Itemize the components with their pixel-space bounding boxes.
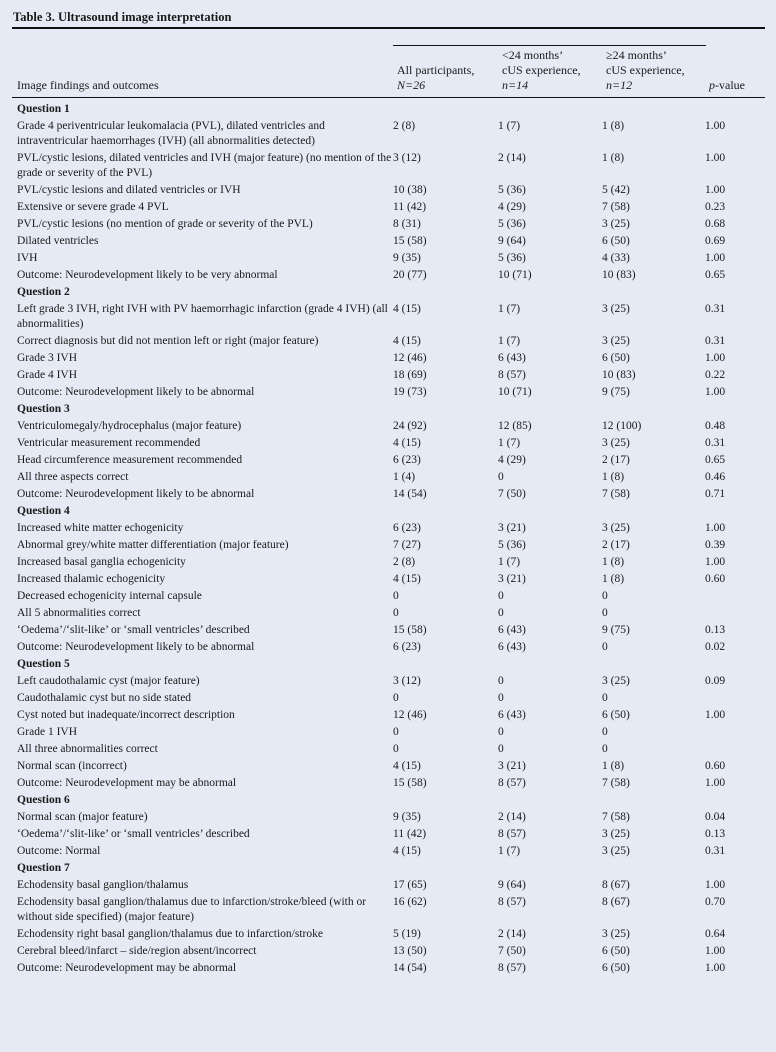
over-24-cell: 0 (602, 590, 608, 602)
over-24-cell: 3 (25) (602, 303, 630, 315)
p-value-cell: 1.00 (705, 709, 726, 721)
table-row (12, 961, 765, 978)
under-24-cell: 1 (7) (498, 845, 521, 857)
finding-cell: PVL/cystic lesions (no mention of grade or severity of the PVL) (17, 218, 313, 230)
over-24-cell: 1 (8) (602, 760, 625, 772)
over-24-cell: 3 (25) (602, 845, 630, 857)
section-header-row (12, 402, 765, 419)
under-24-cell: 2 (14) (498, 152, 526, 164)
over-24-cell: 0 (602, 692, 608, 704)
all-participants-cell: 0 (393, 726, 399, 738)
table-row (12, 351, 765, 368)
finding-cell: Normal scan (major feature) (17, 811, 148, 823)
finding-cell: Left grade 3 IVH, right IVH with PV haemorrhagic infarction (grade 4 IVH) (all abnormalities) (17, 303, 388, 330)
finding-cell: Grade 4 periventricular leukomalacia (PVL), dilated ventricles and intraventricular haemorrhages (IVH) (all abnormalities detected) (17, 120, 325, 147)
all-participants-cell: 10 (38) (393, 184, 427, 196)
finding-cell: Outcome: Neurodevelopment likely to be abnormal (17, 641, 255, 653)
over-24-cell: 3 (25) (602, 218, 630, 230)
under-24-cell: 9 (64) (498, 235, 526, 247)
p-value-cell: 0.48 (705, 420, 726, 432)
p-value-cell (705, 691, 765, 708)
finding-cell: Increased thalamic echogenicity (17, 573, 166, 585)
all-participants-cell: 15 (58) (393, 235, 427, 247)
finding-cell: Echodensity right basal ganglion/thalamus due to infarction/stroke (17, 928, 323, 940)
all-participants-cell: 4 (15) (393, 573, 421, 585)
section-label: Question 6 (17, 794, 70, 806)
under-24-cell: 0 (498, 675, 504, 687)
table-row (12, 827, 765, 844)
section-label: Question 1 (17, 103, 70, 115)
finding-cell: All three aspects correct (17, 471, 129, 483)
header-all-l1: All participants, (397, 63, 475, 77)
under-24-cell: 8 (57) (498, 369, 526, 381)
p-value-cell: 1.00 (705, 352, 726, 364)
title-rule (12, 27, 765, 29)
all-participants-cell: 6 (23) (393, 641, 421, 653)
over-24-cell: 2 (17) (602, 454, 630, 466)
under-24-cell: 0 (498, 743, 504, 755)
over-24-cell: 0 (602, 743, 608, 755)
section-header-row (12, 861, 765, 878)
p-value-cell: 0.39 (705, 539, 726, 551)
finding-cell: IVH (17, 252, 38, 264)
all-participants-cell: 4 (15) (393, 335, 421, 347)
results-table (12, 102, 765, 978)
p-value-cell: 0.31 (705, 335, 726, 347)
finding-cell: Left caudothalamic cyst (major feature) (17, 675, 200, 687)
under-24-cell: 1 (7) (498, 303, 521, 315)
finding-cell: Outcome: Neurodevelopment may be abnormal (17, 777, 237, 789)
all-participants-cell: 6 (23) (393, 454, 421, 466)
table-row (12, 368, 765, 385)
table-row (12, 691, 765, 708)
p-value-cell: 0.13 (705, 828, 726, 840)
table-row (12, 385, 765, 402)
p-value-cell: 1.00 (705, 945, 726, 957)
all-participants-cell: 12 (46) (393, 352, 427, 364)
p-value-cell: 0.31 (705, 303, 726, 315)
header-over-l0: ≥24 months’ (606, 48, 667, 62)
p-value-cell: 0.65 (705, 269, 726, 281)
all-participants-cell: 14 (54) (393, 488, 427, 500)
over-24-cell: 7 (58) (602, 811, 630, 823)
header-under-l0: <24 months’ (502, 48, 564, 62)
all-participants-cell: 16 (62) (393, 896, 427, 908)
p-value-cell: 0.04 (705, 811, 726, 823)
under-24-cell: 1 (7) (498, 120, 521, 132)
finding-cell: Caudothalamic cyst but no side stated (17, 692, 192, 704)
finding-cell: Cerebral bleed/infarct – side/region absent/incorrect (17, 945, 257, 957)
over-24-cell: 6 (50) (602, 235, 630, 247)
under-24-cell: 10 (71) (498, 269, 532, 281)
under-24-cell: 6 (43) (498, 624, 526, 636)
under-24-cell: 2 (14) (498, 928, 526, 940)
p-value-cell: 1.00 (705, 777, 726, 789)
table-row (12, 895, 765, 927)
p-value-cell: 0.60 (705, 573, 726, 585)
finding-cell: Ventriculomegaly/hydrocephalus (major feature) (17, 420, 242, 432)
over-24-cell: 1 (8) (602, 120, 625, 132)
p-value-cell (705, 589, 765, 606)
finding-cell: Echodensity basal ganglion/thalamus (17, 879, 189, 891)
table-row (12, 927, 765, 944)
p-value-cell: 1.00 (705, 184, 726, 196)
p-value-cell: 1.00 (705, 522, 726, 534)
finding-cell: Outcome: Neurodevelopment likely to be very abnormal (17, 269, 278, 281)
table-row (12, 183, 765, 200)
finding-cell: Outcome: Neurodevelopment likely to be abnormal (17, 488, 255, 500)
under-24-cell: 8 (57) (498, 828, 526, 840)
section-label: Question 3 (17, 403, 70, 415)
over-24-cell: 6 (50) (602, 962, 630, 974)
section-header-row (12, 793, 765, 810)
finding-cell: Echodensity basal ganglion/thalamus due to infarction/stroke/bleed (with or without side specified) (major feature) (17, 896, 367, 923)
over-24-cell: 1 (8) (602, 573, 625, 585)
under-24-cell: 5 (36) (498, 539, 526, 551)
p-value-cell: 0.68 (705, 218, 726, 230)
under-24-cell: 0 (498, 692, 504, 704)
p-value-cell: 0.09 (705, 675, 726, 687)
all-participants-cell: 2 (8) (393, 120, 416, 132)
all-participants-cell: 19 (73) (393, 386, 427, 398)
over-24-cell: 3 (25) (602, 335, 630, 347)
all-participants-cell: 0 (393, 607, 399, 619)
under-24-cell: 1 (7) (498, 556, 521, 568)
section-header-row (12, 102, 765, 119)
table-row (12, 606, 765, 623)
under-24-cell: 0 (498, 726, 504, 738)
over-24-cell: 6 (50) (602, 352, 630, 364)
all-participants-cell: 11 (42) (393, 828, 427, 840)
over-24-cell: 5 (42) (602, 184, 630, 196)
p-value-cell: 0.02 (705, 641, 726, 653)
over-24-cell: 9 (75) (602, 386, 630, 398)
finding-cell: PVL/cystic lesions, dilated ventricles and IVH (major feature) (no mention of the grade or severity of the PVL) (17, 152, 392, 179)
under-24-cell: 4 (29) (498, 201, 526, 213)
finding-cell: Grade 1 IVH (17, 726, 78, 738)
under-24-cell: 9 (64) (498, 879, 526, 891)
under-24-cell: 7 (50) (498, 488, 526, 500)
table-row (12, 234, 765, 251)
table-row (12, 572, 765, 589)
p-value-cell: 1.00 (705, 252, 726, 264)
under-24-cell: 3 (21) (498, 573, 526, 585)
under-24-cell: 6 (43) (498, 352, 526, 364)
table-row (12, 759, 765, 776)
section-header-row (12, 504, 765, 521)
p-value-cell: 0.31 (705, 437, 726, 449)
finding-cell: Ventricular measurement recommended (17, 437, 201, 449)
under-24-cell: 5 (36) (498, 218, 526, 230)
all-participants-cell: 9 (35) (393, 252, 421, 264)
over-24-cell: 0 (602, 641, 608, 653)
p-value-cell: 0.13 (705, 624, 726, 636)
all-participants-cell: 4 (15) (393, 437, 421, 449)
table-row (12, 640, 765, 657)
section-label: Question 4 (17, 505, 70, 517)
over-24-cell: 1 (8) (602, 471, 625, 483)
column-group-rule (393, 45, 706, 46)
under-24-cell: 5 (36) (498, 184, 526, 196)
table-row (12, 251, 765, 268)
table-row (12, 844, 765, 861)
over-24-cell: 3 (25) (602, 828, 630, 840)
under-24-cell: 2 (14) (498, 811, 526, 823)
all-participants-cell: 24 (92) (393, 420, 427, 432)
under-24-cell: 6 (43) (498, 709, 526, 721)
over-24-cell: 1 (8) (602, 556, 625, 568)
p-value-cell: 1.00 (705, 879, 726, 891)
finding-cell: All 5 abnormalities correct (17, 607, 141, 619)
finding-cell: Grade 4 IVH (17, 369, 78, 381)
finding-cell: Normal scan (incorrect) (17, 760, 127, 772)
table-row (12, 200, 765, 217)
finding-cell: Decreased echogenicity internal capsule (17, 590, 202, 602)
p-value-cell (705, 742, 765, 759)
over-24-cell: 8 (67) (602, 896, 630, 908)
finding-cell: Outcome: Neurodevelopment may be abnormal (17, 962, 237, 974)
under-24-cell: 7 (50) (498, 945, 526, 957)
table-row (12, 419, 765, 436)
header-under-l1: cUS experience, (502, 63, 581, 77)
under-24-cell: 0 (498, 471, 504, 483)
under-24-cell: 10 (71) (498, 386, 532, 398)
p-value-cell: 0.31 (705, 845, 726, 857)
table-row (12, 302, 765, 334)
finding-cell: Increased white matter echogenicity (17, 522, 184, 534)
table-row (12, 151, 765, 183)
table-row (12, 521, 765, 538)
all-participants-cell: 0 (393, 590, 399, 602)
all-participants-cell: 1 (4) (393, 471, 416, 483)
all-participants-cell: 12 (46) (393, 709, 427, 721)
p-value-cell: 1.00 (705, 120, 726, 132)
p-value-cell: 1.00 (705, 962, 726, 974)
all-participants-cell: 2 (8) (393, 556, 416, 568)
section-label: Question 5 (17, 658, 70, 670)
all-participants-cell: 4 (15) (393, 760, 421, 772)
under-24-cell: 0 (498, 590, 504, 602)
all-participants-cell: 0 (393, 743, 399, 755)
under-24-cell: 1 (7) (498, 437, 521, 449)
table-row (12, 268, 765, 285)
all-participants-cell: 5 (19) (393, 928, 421, 940)
all-participants-cell: 15 (58) (393, 777, 427, 789)
header-all-l2: N=26 (397, 78, 426, 92)
finding-cell: All three abnormalities correct (17, 743, 158, 755)
table-row (12, 334, 765, 351)
table-row (12, 436, 765, 453)
under-24-cell: 4 (29) (498, 454, 526, 466)
all-participants-cell: 4 (15) (393, 303, 421, 315)
all-participants-cell: 14 (54) (393, 962, 427, 974)
under-24-cell: 5 (36) (498, 252, 526, 264)
header-over-24 (606, 48, 685, 93)
table-row (12, 776, 765, 793)
header-all-participants (397, 63, 474, 93)
table-row (12, 487, 765, 504)
under-24-cell: 6 (43) (498, 641, 526, 653)
over-24-cell: 0 (602, 607, 608, 619)
over-24-cell: 0 (602, 726, 608, 738)
table-row (12, 217, 765, 234)
finding-cell: Dilated ventricles (17, 235, 99, 247)
over-24-cell: 6 (50) (602, 709, 630, 721)
header-over-l1: cUS experience, (606, 63, 685, 77)
all-participants-cell: 0 (393, 692, 399, 704)
finding-cell: Abnormal grey/white matter differentiation (major feature) (17, 539, 289, 551)
table-row (12, 708, 765, 725)
table-row (12, 119, 765, 151)
p-value-cell (705, 725, 765, 742)
over-24-cell: 3 (25) (602, 928, 630, 940)
under-24-cell: 8 (57) (498, 962, 526, 974)
all-participants-cell: 11 (42) (393, 201, 427, 213)
table-row (12, 538, 765, 555)
p-value-cell: 0.70 (705, 896, 726, 908)
table-row (12, 810, 765, 827)
section-label: Question 7 (17, 862, 70, 874)
p-value-cell: 1.00 (705, 386, 726, 398)
under-24-cell: 12 (85) (498, 420, 532, 432)
p-value-cell: 1.00 (705, 152, 726, 164)
over-24-cell: 12 (100) (602, 420, 642, 432)
p-value-cell: 0.46 (705, 471, 726, 483)
p-value-cell (705, 606, 765, 623)
finding-cell: PVL/cystic lesions and dilated ventricles or IVH (17, 184, 241, 196)
table-row (12, 470, 765, 487)
under-24-cell: 8 (57) (498, 896, 526, 908)
all-participants-cell: 4 (15) (393, 845, 421, 857)
section-label: Question 2 (17, 286, 70, 298)
p-value-cell: 0.64 (705, 928, 726, 940)
all-participants-cell: 7 (27) (393, 539, 421, 551)
finding-cell: Correct diagnosis but did not mention left or right (major feature) (17, 335, 319, 347)
finding-cell: Outcome: Neurodevelopment likely to be abnormal (17, 386, 255, 398)
header-under-l2: n=14 (502, 78, 529, 92)
all-participants-cell: 18 (69) (393, 369, 427, 381)
table-row (12, 674, 765, 691)
over-24-cell: 3 (25) (602, 437, 630, 449)
all-participants-cell: 20 (77) (393, 269, 427, 281)
finding-cell: Outcome: Normal (17, 845, 101, 857)
table-row (12, 453, 765, 470)
all-participants-cell: 17 (65) (393, 879, 427, 891)
table-row (12, 725, 765, 742)
p-value-cell: 0.71 (705, 488, 726, 500)
all-participants-cell: 15 (58) (393, 624, 427, 636)
table-row (12, 742, 765, 759)
over-24-cell: 7 (58) (602, 777, 630, 789)
over-24-cell: 7 (58) (602, 488, 630, 500)
header-rule (12, 97, 765, 98)
under-24-cell: 8 (57) (498, 777, 526, 789)
finding-cell: Head circumference measurement recommended (17, 454, 243, 466)
over-24-cell: 8 (67) (602, 879, 630, 891)
all-participants-cell: 3 (12) (393, 152, 421, 164)
table-row (12, 623, 765, 640)
over-24-cell: 3 (25) (602, 522, 630, 534)
over-24-cell: 4 (33) (602, 252, 630, 264)
all-participants-cell: 3 (12) (393, 675, 421, 687)
all-participants-cell: 9 (35) (393, 811, 421, 823)
over-24-cell: 10 (83) (602, 269, 636, 281)
p-value-cell: 0.65 (705, 454, 726, 466)
table-row (12, 878, 765, 895)
finding-cell: ‘Oedema’/‘slit-like’ or ‘small ventricles’ described (17, 828, 250, 840)
table-title: Table 3. Ultrasound image interpretation (13, 10, 232, 24)
finding-cell: Grade 3 IVH (17, 352, 78, 364)
p-value-cell: 0.23 (705, 201, 726, 213)
p-value-cell: 1.00 (705, 556, 726, 568)
section-header-row (12, 657, 765, 674)
p-value-cell: 0.69 (705, 235, 726, 247)
over-24-cell: 3 (25) (602, 675, 630, 687)
all-participants-cell: 13 (50) (393, 945, 427, 957)
header-over-l2: n=12 (606, 78, 633, 92)
section-header-row (12, 285, 765, 302)
table-row (12, 944, 765, 961)
under-24-cell: 3 (21) (498, 760, 526, 772)
over-24-cell: 7 (58) (602, 201, 630, 213)
table-row (12, 589, 765, 606)
over-24-cell: 1 (8) (602, 152, 625, 164)
over-24-cell: 6 (50) (602, 945, 630, 957)
table-row (12, 555, 765, 572)
over-24-cell: 9 (75) (602, 624, 630, 636)
over-24-cell: 2 (17) (602, 539, 630, 551)
header-p-value: p-value (709, 78, 745, 92)
p-value-cell: 0.22 (705, 369, 726, 381)
under-24-cell: 1 (7) (498, 335, 521, 347)
p-value-cell: 0.60 (705, 760, 726, 772)
over-24-cell: 10 (83) (602, 369, 636, 381)
under-24-cell: 0 (498, 607, 504, 619)
all-participants-cell: 8 (31) (393, 218, 421, 230)
finding-cell: ‘Oedema’/‘slit-like’ or ‘small ventricles’ described (17, 624, 250, 636)
header-under-24 (502, 48, 581, 93)
finding-cell: Cyst noted but inadequate/incorrect description (17, 709, 235, 721)
all-participants-cell: 6 (23) (393, 522, 421, 534)
finding-cell: Extensive or severe grade 4 PVL (17, 201, 169, 213)
under-24-cell: 3 (21) (498, 522, 526, 534)
header-findings: Image findings and outcomes (17, 78, 159, 92)
finding-cell: Increased basal ganglia echogenicity (17, 556, 186, 568)
